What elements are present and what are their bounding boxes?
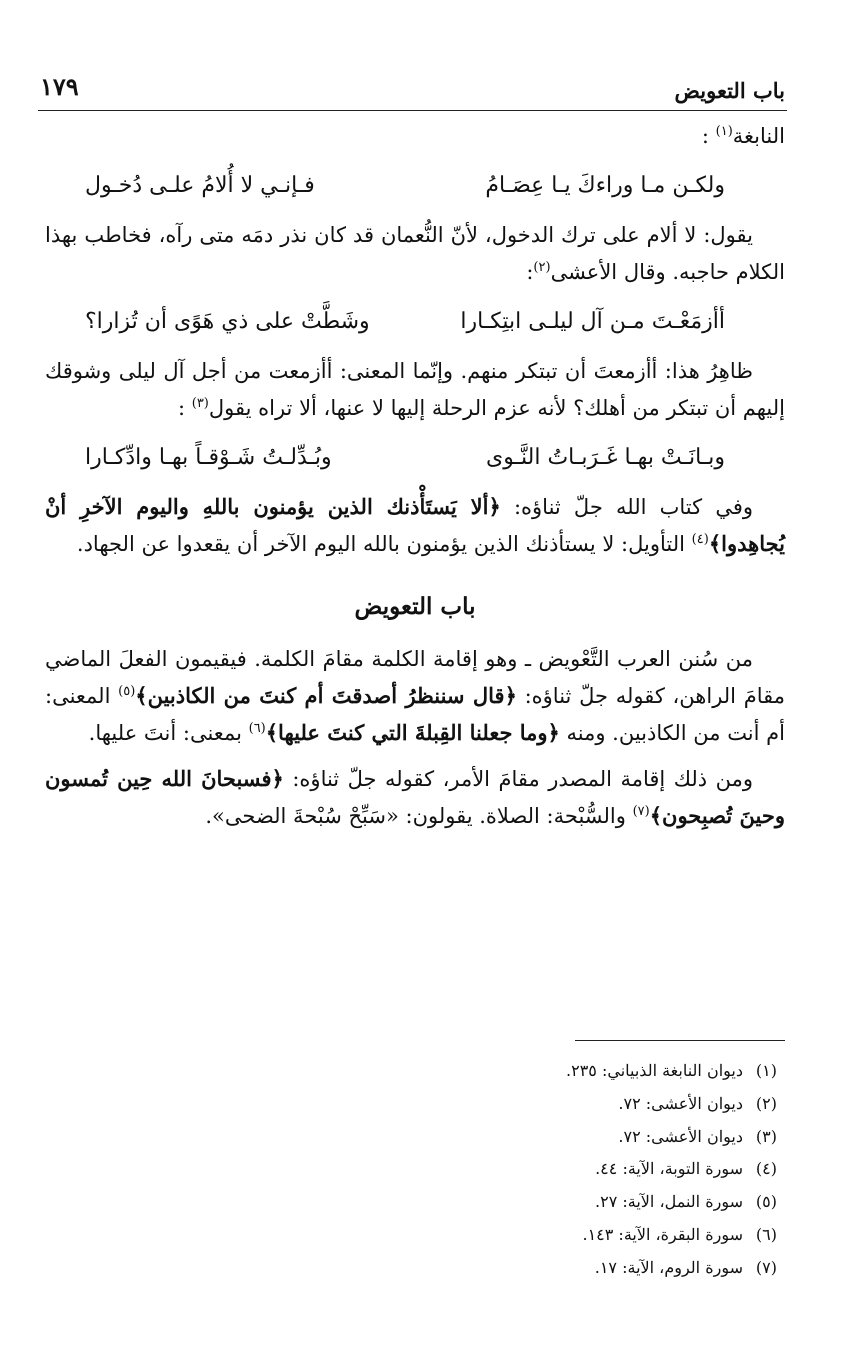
paragraph-6 (45, 761, 785, 835)
paragraph-1 (45, 118, 785, 155)
footnote-number: (٣) (755, 1126, 777, 1146)
footnote-text: سورة البقرة، الآية: ١٤٣. (582, 1224, 743, 1244)
footnote-number: (٦) (755, 1224, 777, 1244)
paragraph-4 (45, 489, 785, 563)
running-title: باب التعويض (674, 78, 785, 103)
footnote-marker: (٢) (533, 260, 551, 275)
footnote-marker: (٥) (118, 683, 136, 699)
verse-second-hemistich: وشَطَّتْ على ذي هَوًى أن تُزارا؟ (85, 308, 370, 334)
footnote-marker: (١) (715, 124, 733, 139)
footnote-marker: (٤) (691, 532, 709, 547)
footnote-number: (٧) (755, 1257, 777, 1277)
paragraph-text: والسُّبْحة: الصلاة. يقولون: «سَبِّحْ سُبْحةَ الضحى». (205, 804, 633, 828)
paragraph-text: التأويل: لا يستأذنك الذين يؤمنون بالله اليوم الآخر أن يقعدوا عن الجهاد. (76, 532, 692, 556)
punctuation: : (526, 260, 534, 284)
verse-first-hemistich: ولكـن مـا وراءكَ يـا عِصَـامُ (485, 172, 725, 198)
verse-3 (45, 427, 785, 490)
footnote-text: سورة التوبة، الآية: ٤٤. (595, 1159, 743, 1179)
footnote (566, 1121, 777, 1154)
footnote (566, 1088, 777, 1121)
quran-quote: ﴿وما جعلنا القِبلةَ التي كنتَ عليها﴾ (265, 719, 560, 745)
footnote-marker: (٣) (191, 396, 209, 411)
footnote-marker: (٧) (632, 804, 650, 819)
punctuation: : (177, 396, 186, 420)
main-text (45, 118, 785, 835)
quran-quote: ﴿قال سننظرُ أصدقتَ أم كنتَ من الكاذبين﴾ (135, 682, 517, 708)
footnote-text: ديوان الأعشى: ٧٢. (618, 1093, 743, 1113)
footnote-number: (١) (755, 1061, 777, 1080)
section-heading: باب التعويض (354, 592, 476, 620)
footnote-number: (٢) (755, 1093, 777, 1113)
footnote (566, 1252, 777, 1285)
paragraph-text: بمعنى: أنتَ عليها. (88, 720, 249, 745)
page-number: ١٧٩ (40, 72, 79, 101)
paragraph-text: يقول: لا ألام على ترك الدخول، لأنّ النُّعمان قد كان نذر دمَه متى رآه، فخاطب بهذا الكلام حاجبه. وقال الأعشى (45, 223, 785, 284)
paragraph-text: المعنى: أم أنت من الكاذبين. ومنه (45, 683, 785, 745)
footnote (566, 1219, 777, 1252)
footnote-text: سورة الروم، الآية: ١٧. (594, 1257, 743, 1277)
paragraph-text: من سُنن العرب التَّعْويض ـ وهو إقامة الكلمة مقامَ الكلمة. فيقيمون الفعلَ الماضي مقامَ الراهن، كقوله جلّ ثناؤه: (45, 647, 786, 708)
footnote-text: ديوان الأعشى: ٧٢. (618, 1126, 743, 1146)
paragraph-text: وفي كتاب الله جلّ ثناؤه: (500, 495, 754, 520)
verse-first-hemistich: وبـانَـتْ بهـا غَـرَبـاتُ النَّـوى (485, 444, 725, 470)
footnote (566, 1153, 777, 1186)
paragraph-3 (45, 353, 785, 427)
paragraph-text: النابغة (732, 124, 785, 148)
footnote-text: سورة النمل، الآية: ٢٧. (595, 1192, 743, 1212)
paragraph-text: ومن ذلك إقامة المصدر مقامَ الأمر، كقوله جلّ ثناؤه: (283, 767, 754, 792)
verse-first-hemistich: أأزمَعْـتَ مـن آل ليلـى ابتِكـارا (460, 308, 725, 334)
page-header (40, 68, 785, 108)
verse-2 (45, 291, 785, 354)
footnote (566, 1186, 777, 1219)
footnote-marker: (٦) (248, 720, 266, 736)
paragraph-text: ظاهِرُ هذا: أأزمعتَ أن تبتكر منهم. وإنّما المعنى: أأزمعت من أجل آل ليلى وشوقك إليهم أن تبتكر من أهلك؟ لأنه عزم الرحلة إليها لا عنها، ألا تراه يقول (45, 359, 785, 420)
verse-second-hemistich: وبُـدِّلـتُ شَـوْقـاً بهـا وادِّكـارا (85, 444, 332, 470)
verse-second-hemistich: فـإنـي لا أُلامُ علـى دُخـول (85, 172, 315, 198)
verse-1 (45, 155, 785, 218)
header-rule (38, 110, 787, 111)
footnote-rule (575, 1040, 785, 1041)
footnote-number: (٥) (755, 1192, 777, 1212)
quran-quote: ﴿ألا يَستَأْذنك الذين يؤمنون باللهِ واليوم الآخرِ أنْ يُجاهِدوا﴾ (45, 494, 785, 556)
footnote-number: (٤) (755, 1159, 777, 1179)
quran-quote: ﴿فسبحانَ الله حِين تُمسون وحينَ تُصبِحون﴾ (45, 766, 785, 828)
punctuation: : (701, 124, 709, 148)
paragraph-2 (45, 217, 785, 291)
footnote (566, 1055, 777, 1088)
footnote-text: ديوان النابغة الذبياني: ٢٣٥. (566, 1061, 743, 1080)
paragraph-5 (45, 641, 785, 751)
footnotes (566, 1055, 777, 1285)
